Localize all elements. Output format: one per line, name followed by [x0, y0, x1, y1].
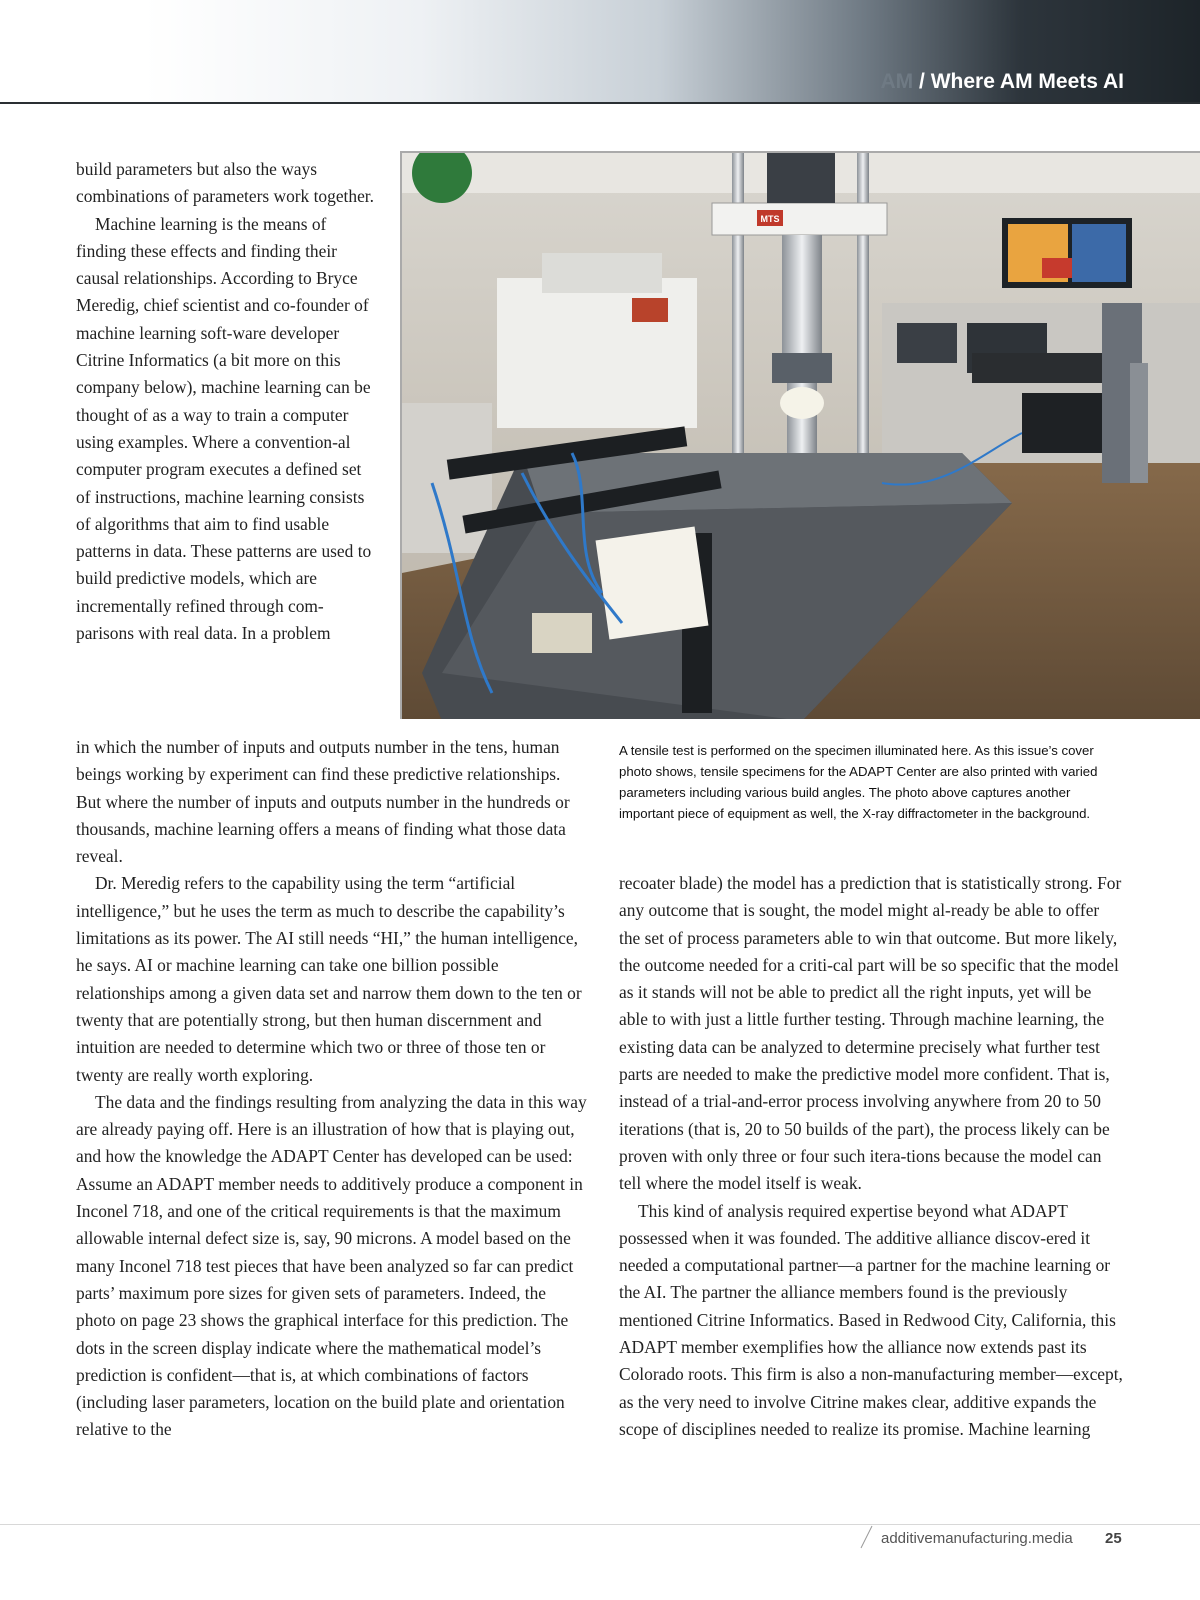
- article-paragraph: in which the number of inputs and outputs number in the tens, human beings working by experiment can find these predictive relationships. But where the number of inputs and outputs number in the hundreds or thousands, machine learning offers a means of finding what those data reveal.: [76, 737, 570, 867]
- footer-website: additivemanufacturing.media: [881, 1530, 1073, 1547]
- section-title: [881, 70, 1124, 94]
- machine-badge: MTS: [760, 214, 780, 224]
- article-paragraph: This kind of analysis required expertise beyond what ADAPT possessed when it was founded. The additive alliance discov-ered it needed a computational partner—a partner for the machine learning or the AI. The partner the alliance members found is the previously mentioned Citrine Informatics. Based in Redwood City, California, this ADAPT member exemplifies how the alliance now extends past its Colorado roots. This firm is also a non-manufacturing member—except, as the very need to involve Citrine makes clear, additive expands the scope of disciplines needed to realize its promise. Machine learning: [619, 1200, 1123, 1439]
- article-paragraph: build parameters but also the ways combinations of parameters work together.: [76, 159, 374, 207]
- section-name: / Where AM Meets AI: [913, 70, 1124, 93]
- article-paragraph: Machine learning is the means of finding these effects and finding their causal relationships. According to Bryce Meredig, chief scientist and co-founder of machine learning soft-ware developer Citrine Informatics (a bit more on this company below), machine learning can be thought of as a way to train a computer using examples. Where a convention-al computer program executes a defined set of instructions, machine learning consists of algorithms that aim to find usable patterns in data. These patterns are used to build predictive models, which are incrementally refined through com-parisons with real data. In a problem: [76, 213, 372, 644]
- footer-slash-ornament: [858, 1524, 874, 1550]
- lab-photo: [400, 151, 1200, 719]
- article-column-left-top: [76, 156, 376, 647]
- article-paragraph: recoater blade) the model has a prediction that is statistically strong. For any outcome that is sought, the model might al-ready be able to offer the set of process parameters able to win that outcome. But more likely, the outcome needed for a criti-cal part will be so specific that the model as it stands will not be able to predict all the right inputs, yet will be able to with just a little further testing. Through machine learning, the existing data can be analyzed to determine precisely what further test parts are needed to make the predictive model more confident. That is, instead of a trial-and-error process involving anywhere from 20 to 50 iterations (that is, 20 to 50 builds of the part), the process likely can be proven with only three or four such itera-tions because the model can tell where the model itself is weak.: [619, 873, 1122, 1194]
- article-column-right: [619, 870, 1124, 1443]
- section-prefix: AM: [880, 70, 914, 93]
- article-column-left-bottom: [76, 734, 588, 1444]
- photo-caption: A tensile test is performed on the specimen illuminated here. As this issue’s cover photo shows, tensile specimens for the ADAPT Center are also printed with varied parameters including various build angles. The photo above captures another important piece of equipment as well, the X-ray diffractometer in the background.: [619, 743, 1098, 821]
- footer-divider: [0, 1524, 1200, 1525]
- header-divider: [0, 102, 1200, 104]
- article-paragraph: The data and the findings resulting from analyzing the data in this way are already paying off. Here is an illustration of how that is playing out, and how the knowledge the ADAPT Center has developed can be used: Assume an ADAPT member needs to additively produce a component in Inconel 718, and one of the critical requirements is that the maximum allowable internal defect size is, say, 90 microns. A model based on the many Inconel 718 test pieces that have been analyzed so far can predict parts’ maximum pore sizes for given sets of parameters. Indeed, the photo on page 23 shows the graphical interface for this prediction. The dots in the screen display indicate where the mathematical model’s prediction is confident—that is, at which combinations of factors (including laser parameters, location on the build plate and orientation relative to the: [76, 1091, 587, 1440]
- page-number: 25: [1105, 1530, 1122, 1547]
- article-paragraph: Dr. Meredig refers to the capability using the term “artificial intelligence,” but he uses the term as much to describe the capability’s limitations as its power. The AI still needs “HI,” the human intelligence, he says. AI or machine learning can take one billion possible relationships among a given data set and narrow them down to the ten or twenty that are potentially strong, but then human discernment and intuition are needed to determine which two or three of those ten or twenty are really worth exploring.: [76, 873, 582, 1085]
